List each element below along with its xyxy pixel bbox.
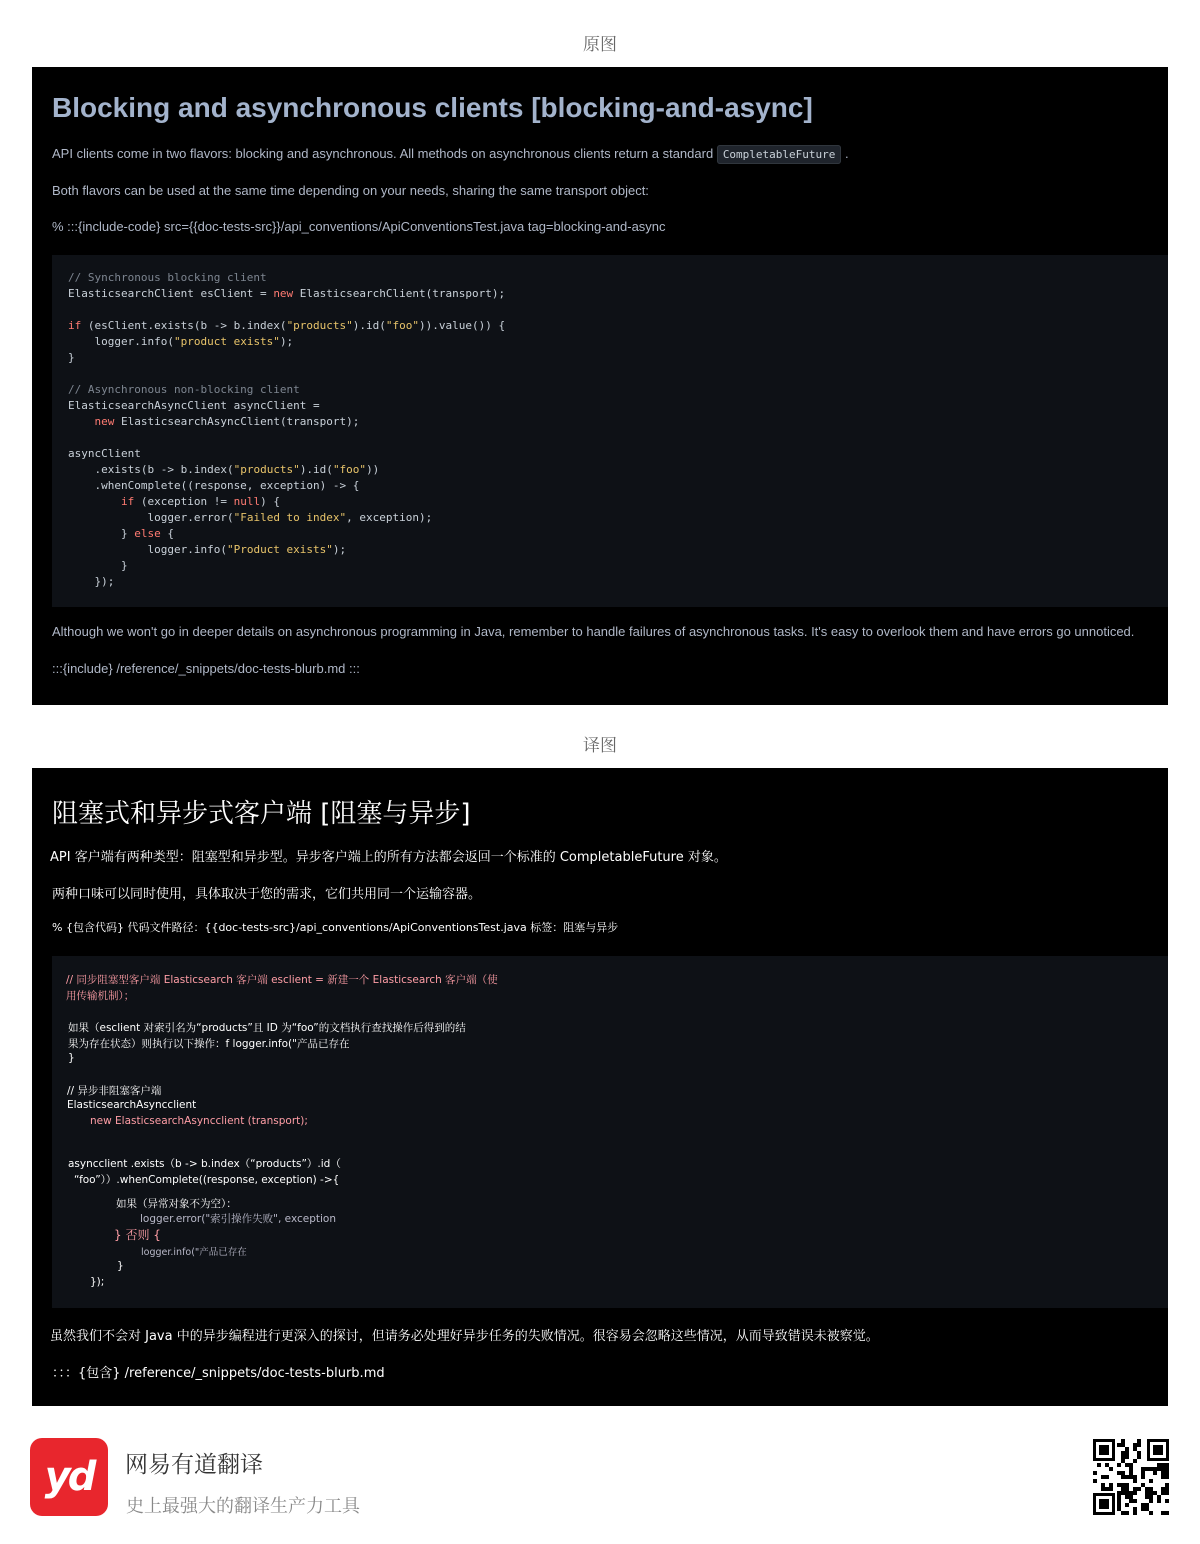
translated-code-line: } 否则 { <box>114 1228 161 1242</box>
qr-code[interactable] <box>1093 1439 1169 1515</box>
paragraph-flavors <box>52 146 849 161</box>
code-line: if (esClient.exists(b -> b.index("products").id("foo")).value()) { <box>68 319 506 332</box>
code-line: new ElasticsearchAsyncClient(transport); <box>94 415 360 428</box>
paragraph-flavors-text: API clients come in two flavors: blocking and asynchronous. All methods on asynchronous clients return a standard <box>52 146 714 161</box>
translated-code-line: 如果（异常对象不为空）： <box>116 1198 237 1210</box>
code-line: .exists(b -> b.index("products").id("foo")) <box>68 463 380 476</box>
code-line: }); <box>68 575 115 588</box>
translated-paragraph-failures: 虽然我们不会对 Java 中的异步编程进行更深入的探讨，但请务必处理好异步任务的失败情况。很容易会忽略这些情况，从而导致错误未被察觉。 <box>50 1329 879 1344</box>
code-line: logger.error("Failed to index", exception); <box>68 511 433 524</box>
translated-paragraph-both: 两种口味可以同时使用，具体取决于您的需求，它们共用同一个运输容器。 <box>52 887 482 902</box>
translated-code-line: 果为存在状态）则执行以下操作：f logger.info("产品已存在 <box>68 1038 350 1050</box>
translated-code-line: logger.error("索引操作失败", exception <box>140 1213 336 1225</box>
translated-code-line: logger.info("产品已存在 <box>141 1247 247 1258</box>
translated-code-line: 如果（esclient 对索引名为“products”且 ID 为“foo”的文档执行查找操作后得到的结 <box>68 1022 466 1034</box>
brand-name: 网易有道翻译 <box>125 1452 263 1478</box>
code-line: } else { <box>68 527 174 540</box>
youdao-logo <box>30 1438 108 1516</box>
translated-code-line: // 异步非阻塞客户端 <box>67 1085 162 1097</box>
translated-code-line: asyncclient .exists（b -> b.index（“products”）.id（ <box>68 1158 341 1170</box>
translated-code-line: 用传输机制）； <box>66 990 135 1002</box>
paragraph-include-code: % :::{include-code} src={{doc-tests-src}}/api_conventions/ApiConventionsTest.java tag=blocking-and-async <box>52 219 666 234</box>
code-line: ElasticsearchAsyncClient asyncClient = <box>68 399 320 412</box>
translated-paragraph-flavors: API 客户端有两种类型：阻塞型和异步型。异步客户端上的所有方法都会返回一个标准的 CompletableFuture 对象。 <box>50 850 727 865</box>
code-line: } <box>68 351 75 364</box>
code-line: // Asynchronous non-blocking client <box>68 383 300 396</box>
code-line: asyncClient <box>68 447 141 460</box>
translated-title: 阻塞式和异步式客户端 [阻塞与异步] <box>52 799 471 829</box>
original-panel <box>32 67 1168 705</box>
translated-paragraph-include-code: % {包含代码} 代码文件路径：{{doc-tests-src}/api_conventions/ApiConventionsTest.java 标签：阻塞与异步 <box>52 921 619 934</box>
paragraph-both-flavors: Both flavors can be used at the same time depending on your needs, sharing the same transport object: <box>52 183 649 198</box>
translated-paragraph-include: ：：：{包含} /reference/_snippets/doc-tests-blurb.md <box>52 1366 385 1381</box>
translated-code-line: } <box>68 1052 75 1064</box>
paragraph-include-snippet: :::{include} /reference/_snippets/doc-tests-blurb.md ::: <box>52 661 360 676</box>
code-line: ElasticsearchClient esClient = new ElasticsearchClient(transport); <box>68 287 506 300</box>
translated-panel <box>32 768 1168 1406</box>
code-block[interactable] <box>52 255 1168 607</box>
inline-code-completablefuture: CompletableFuture <box>717 145 842 164</box>
original-label: 原图 <box>583 35 617 55</box>
translated-code-line: // 同步阻塞型客户端 Elasticsearch 客户端 esclient = 新建一个 Elasticsearch 客户端（使 <box>66 974 498 986</box>
code-line: .whenComplete((response, exception) -> { <box>68 479 360 492</box>
brand-slogan: 史上最强大的翻译生产力工具 <box>126 1496 360 1517</box>
translated-code-block[interactable] <box>52 956 1168 1308</box>
translated-code-line: new ElasticsearchAsyncclient (transport); <box>90 1115 308 1127</box>
code-line: if (exception != null) { <box>120 495 280 508</box>
youdao-logo-text: yd <box>44 1454 94 1500</box>
paragraph-flavors-end: . <box>845 146 849 161</box>
translated-code-line: “foo”））.whenComplete((response, exception) ->{ <box>74 1174 340 1186</box>
translated-label: 译图 <box>583 736 617 756</box>
page-title: Blocking and asynchronous clients [blocking-and-async] <box>52 92 813 123</box>
code-line: logger.info("product exists"); <box>68 335 294 348</box>
paragraph-failures: Although we won't go in deeper details on asynchronous programming in Java, remember to handle failures of asynchronous tasks. It's easy to overlook them and have errors go unnoticed. <box>52 624 1135 639</box>
translated-code-line: ElasticsearchAsyncclient <box>67 1099 197 1111</box>
code-line: logger.info("Product exists"); <box>68 543 347 556</box>
translated-code-line: }); <box>90 1276 105 1288</box>
code-line: // Synchronous blocking client <box>68 271 267 284</box>
translated-code-line: } <box>117 1260 124 1272</box>
code-line: } <box>68 559 128 572</box>
